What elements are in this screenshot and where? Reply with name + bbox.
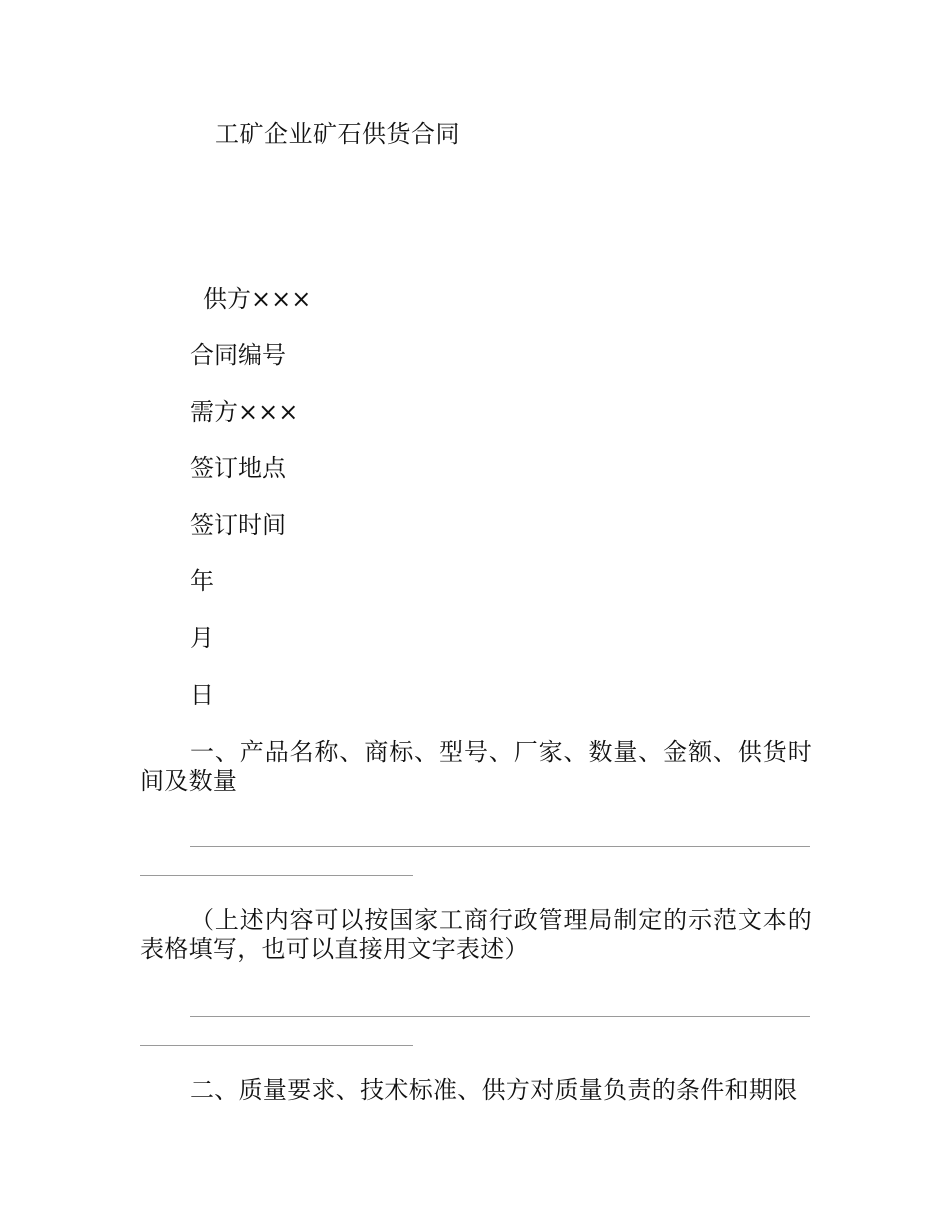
section1-heading: 一、产品名称、商标、型号、厂家、数量、金额、供货时间及数量 — [140, 738, 812, 795]
section1-note: （上述内容可以按国家工商行政管理局制定的示范文本的表格填写，也可以直接用文字表述） — [140, 906, 812, 963]
blank-line — [190, 846, 810, 847]
year-field: 年 — [190, 567, 214, 595]
buyer-field: 需方××× — [190, 398, 299, 426]
section2-heading: 二、质量要求、技术标准、供方对质量负责的条件和期限 — [190, 1076, 798, 1104]
blank-line — [190, 1016, 810, 1017]
signing-time-field: 签订时间 — [190, 511, 286, 539]
month-field: 月 — [190, 624, 214, 652]
document-title: 工矿企业矿石供货合同 — [215, 120, 460, 148]
blank-line — [140, 1045, 413, 1046]
day-field: 日 — [190, 681, 214, 709]
signing-place-field: 签订地点 — [190, 454, 286, 482]
blank-line — [140, 875, 413, 876]
contract-number-field: 合同编号 — [190, 341, 286, 369]
supplier-field: 供方××× — [203, 285, 312, 313]
